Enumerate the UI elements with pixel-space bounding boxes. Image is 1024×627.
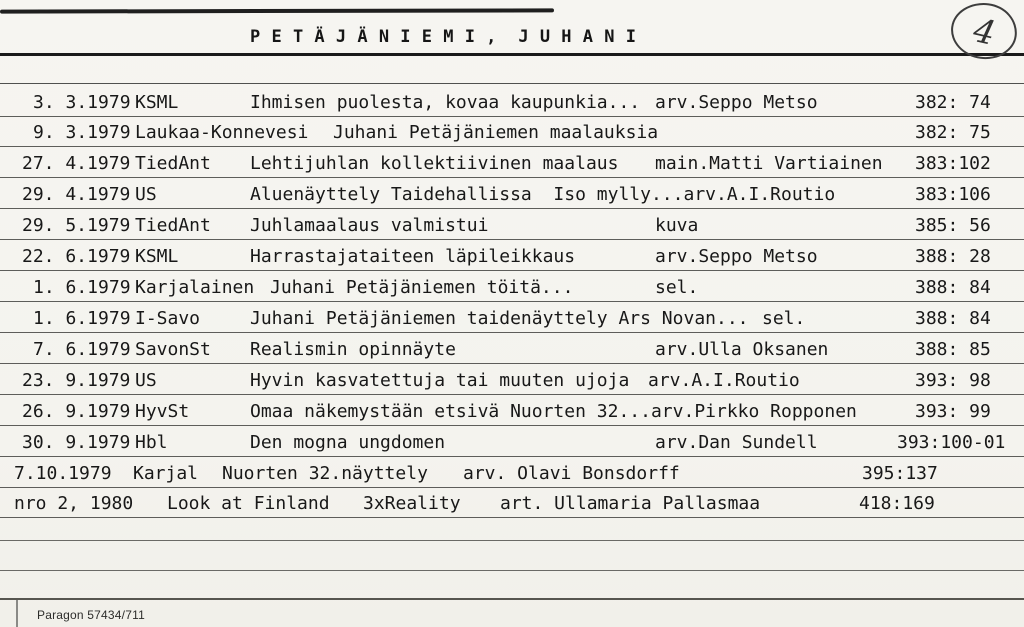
entry-annotation: arv.A.I.Routio xyxy=(648,370,800,391)
entry-row xyxy=(0,395,1024,426)
entry-annotation: sel. xyxy=(762,308,806,329)
card-bottom-rule xyxy=(0,598,1024,600)
entry-source: I-Savo xyxy=(135,308,201,329)
entry-ref: 383:102 xyxy=(915,153,991,174)
entry-title: Juhani Petäjäniemen töitä... xyxy=(270,277,574,298)
entry-annotation: sel. xyxy=(655,277,699,298)
entry-row xyxy=(0,209,1024,240)
entry-title: Juhlamaalaus valmistui xyxy=(250,215,489,236)
entry-ref: 388: 84 xyxy=(915,308,991,329)
entry-title: Look at Finland xyxy=(167,493,330,514)
entry-title: Aluenäyttely Taidehallissa Iso mylly...arv.A.I.Routio xyxy=(250,184,836,205)
entry-title: Juhani Petäjäniemen maalauksia xyxy=(333,122,659,143)
entry-ref: 388: 28 xyxy=(915,246,991,267)
entry-source: Hbl xyxy=(135,432,168,453)
entry-title: Omaa näkemystään etsivä Nuorten 32...arv.Pirkko Ropponen xyxy=(250,401,857,422)
entry-title: Lehtijuhlan kollektiivinen maalaus xyxy=(250,153,619,174)
page-title: P E T Ä J Ä N I E M I , J U H A N I xyxy=(250,27,637,47)
entry-source: Karjalainen xyxy=(135,277,255,298)
entry-date: 29. 4.1979 xyxy=(22,184,131,205)
entry-ref: 382: 74 xyxy=(915,92,991,113)
entry-date: 7. 6.1979 xyxy=(33,339,131,360)
entry-title: Ihmisen puolesta, kovaa kaupunkia... xyxy=(250,92,641,113)
entry-row xyxy=(0,178,1024,209)
entry-source: HyvSt xyxy=(135,401,190,422)
entry-date: 23. 9.1979 xyxy=(22,370,131,391)
entry-row xyxy=(0,364,1024,395)
entry-row xyxy=(0,86,1024,117)
title-underline xyxy=(0,53,1024,56)
entry-date: 9. 3.1979 xyxy=(33,122,131,143)
entry-source: Laukaa-Konnevesi xyxy=(135,122,309,143)
entry-title: Nuorten 32.näyttely xyxy=(222,463,428,484)
entry-title: Realismin opinnäyte xyxy=(250,339,456,360)
entry-source: Karjal xyxy=(133,463,199,484)
entry-source: KSML xyxy=(135,246,179,267)
entry-annotation: arv.Ulla Oksanen xyxy=(655,339,829,360)
entry-date: 27. 4.1979 xyxy=(22,153,131,174)
entry-date: 30. 9.1979 xyxy=(22,432,131,453)
entry-ref: 385: 56 xyxy=(915,215,991,236)
entry-annotation: arv. Olavi Bonsdorff xyxy=(463,463,680,484)
entry-row xyxy=(0,147,1024,178)
entry-date: 1. 6.1979 xyxy=(33,277,131,298)
entry-row xyxy=(0,271,1024,302)
entry-row xyxy=(0,240,1024,271)
scan-edge-artifact xyxy=(0,8,554,13)
entry-detail: 3xReality xyxy=(363,493,461,514)
entry-date: 3. 3.1979 xyxy=(33,92,131,113)
entry-row xyxy=(0,116,1024,147)
entry-ref: 393: 98 xyxy=(915,370,991,391)
entry-annotation: main.Matti Vartiainen xyxy=(655,153,883,174)
entry-row xyxy=(0,302,1024,333)
entry-date: 1. 6.1979 xyxy=(33,308,131,329)
blank-rule xyxy=(0,570,1024,571)
entry-ref: 383:106 xyxy=(915,184,991,205)
header-rule xyxy=(0,83,1024,84)
entry-annotation: kuva xyxy=(655,215,699,236)
entry-ref: 393:100-01 xyxy=(897,432,1006,453)
entry-annotation: arv.Seppo Metso xyxy=(655,246,818,267)
entry-ref: 393: 99 xyxy=(915,401,991,422)
entry-date: 22. 6.1979 xyxy=(22,246,131,267)
entry-annotation: arv.Dan Sundell xyxy=(655,432,818,453)
entry-annotation: art. Ullamaria Pallasmaa xyxy=(500,493,761,514)
entry-title: Hyvin kasvatettuja tai muuten ujoja xyxy=(250,370,630,391)
entry-row xyxy=(0,333,1024,364)
entry-title: Harrastajataiteen läpileikkaus xyxy=(250,246,576,267)
entry-ref: 395:137 xyxy=(862,463,938,484)
footer-left-rule xyxy=(16,600,18,627)
entry-title: Juhani Petäjäniemen taidenäyttely Ars Novan... xyxy=(250,308,749,329)
entry-source: KSML xyxy=(135,92,179,113)
entry-source: TiedAnt xyxy=(135,153,211,174)
entry-ref: 382: 75 xyxy=(915,122,991,143)
page-number: 4 xyxy=(969,9,999,53)
card-imprint: Paragon 57434/711 xyxy=(37,608,145,622)
entry-row xyxy=(0,487,1024,518)
entry-annotation: arv.Seppo Metso xyxy=(655,92,818,113)
entry-date: 29. 5.1979 xyxy=(22,215,131,236)
entry-ref: 388: 85 xyxy=(915,339,991,360)
entry-title: Den mogna ungdomen xyxy=(250,432,446,453)
entry-row xyxy=(0,426,1024,457)
entry-date: 26. 9.1979 xyxy=(22,401,131,422)
entry-date: nro 2, 1980 xyxy=(14,493,134,514)
entry-source: SavonSt xyxy=(135,339,211,360)
blank-rule xyxy=(0,540,1024,541)
entry-source: US xyxy=(135,370,157,391)
entry-source: TiedAnt xyxy=(135,215,211,236)
entry-source: US xyxy=(135,184,157,205)
entry-row xyxy=(0,457,1024,488)
entry-ref: 418:169 xyxy=(859,493,935,514)
entry-ref: 388: 84 xyxy=(915,277,991,298)
entry-date: 7.10.1979 xyxy=(14,463,112,484)
